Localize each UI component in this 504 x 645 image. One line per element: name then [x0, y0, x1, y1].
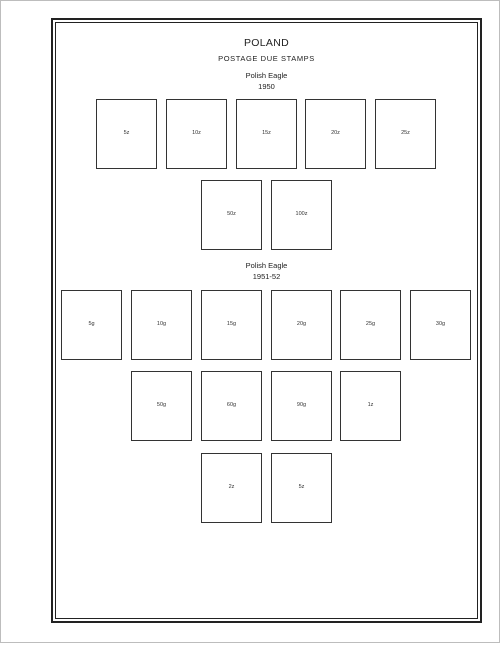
stamp-space: [271, 290, 332, 360]
stamp-value-label: 5z: [123, 130, 130, 137]
stamp-space: [166, 99, 227, 169]
stamp-space: [201, 290, 262, 360]
stamp-space: [131, 371, 192, 441]
stamp-value-label: 15g: [226, 321, 237, 328]
stamp-value-label: 25g: [365, 321, 376, 328]
stamp-value-label: 5z: [298, 484, 305, 491]
stamp-space: [271, 371, 332, 441]
stamp-value-label: 50g: [156, 402, 167, 409]
section-1951-52-title: Polish Eagle: [245, 261, 288, 270]
stamp-space: [201, 371, 262, 441]
stamp-space: [61, 290, 122, 360]
stamp-value-label: 30g: [435, 321, 446, 328]
stamp-space: [305, 99, 366, 169]
page-title: POLAND: [244, 37, 289, 49]
stamp-space: [201, 453, 262, 523]
stamp-space: [340, 371, 401, 441]
page-subtitle: POSTAGE DUE STAMPS: [218, 54, 315, 63]
section-1951-52-year: 1951-52: [252, 272, 281, 281]
stamp-value-label: 1z: [367, 402, 374, 409]
section-1950-year: 1950: [258, 82, 275, 91]
stamp-space: [410, 290, 471, 360]
stamp-value-label: 20g: [296, 321, 307, 328]
stamp-space: [375, 99, 436, 169]
stamp-space: [201, 180, 262, 250]
stamp-value-label: 100z: [295, 211, 308, 218]
section-1950-title: Polish Eagle: [245, 71, 288, 80]
stamp-space: [236, 99, 297, 169]
stamp-value-label: 90g: [296, 402, 307, 409]
stamp-value-label: 20z: [331, 130, 340, 137]
stamp-space: [271, 453, 332, 523]
stamp-value-label: 60g: [226, 402, 237, 409]
stamp-space: [131, 290, 192, 360]
stamp-space: [96, 99, 157, 169]
stamp-value-label: 5g: [88, 321, 95, 328]
stamp-value-label: 15z: [262, 130, 271, 137]
stamp-space: [271, 180, 332, 250]
stamp-space: [340, 290, 401, 360]
stamp-value-label: 2z: [228, 484, 235, 491]
stamp-value-label: 10z: [192, 130, 201, 137]
stamp-value-label: 50z: [227, 211, 236, 218]
stamp-value-label: 25z: [401, 130, 410, 137]
stamp-value-label: 10g: [156, 321, 167, 328]
